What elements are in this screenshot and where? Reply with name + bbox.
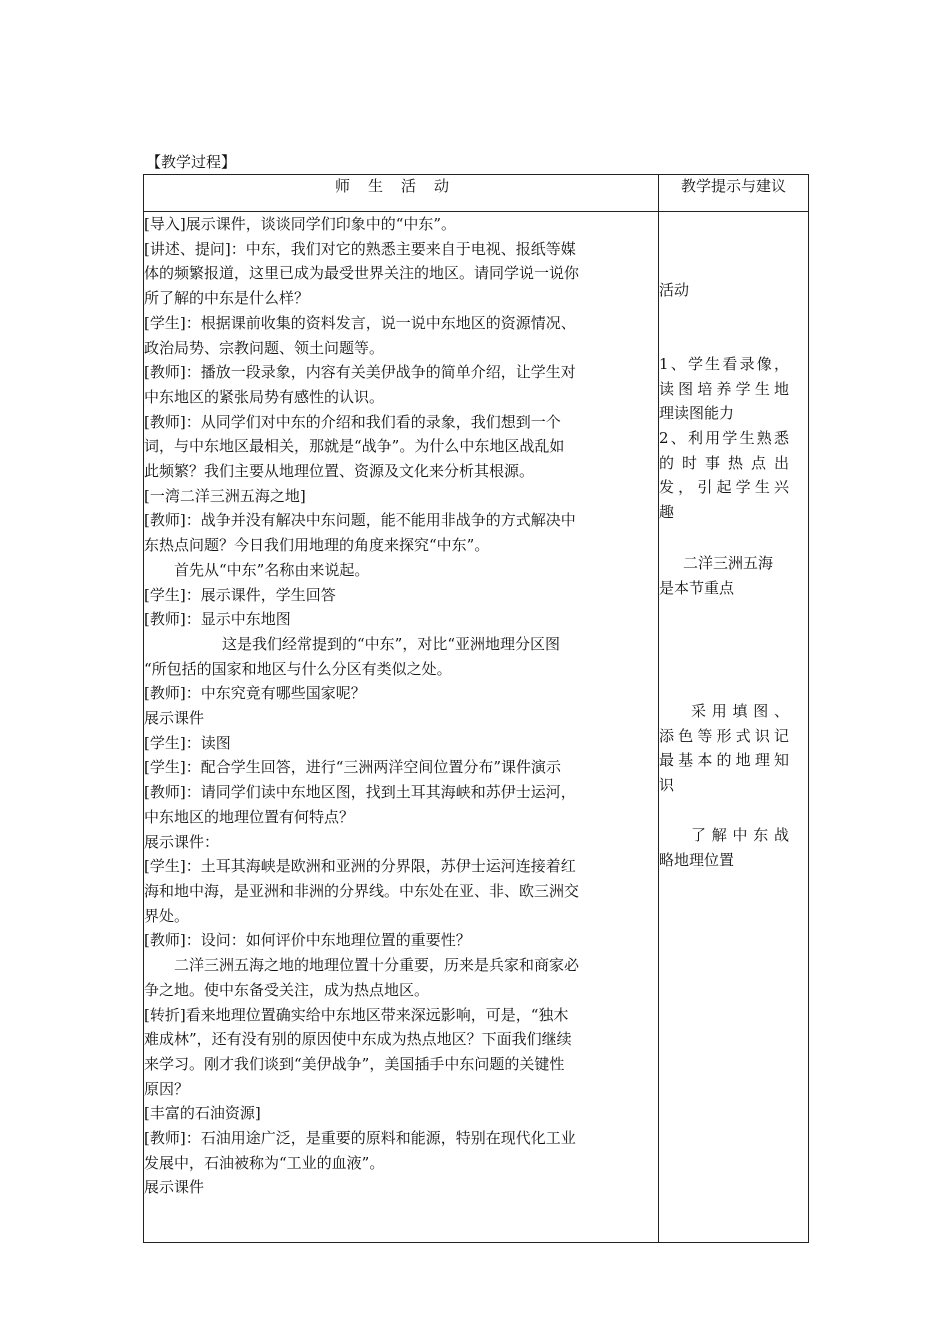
lesson-table [143,174,809,1243]
text-line: [教师]：播放一段录象，内容有关美伊战争的简单介绍，让学生对 [144,363,576,382]
side-note-video: 1、学生看录像， 读图培养学生地 理读图能力 [659,355,789,422]
text-line: [教师]：从同学们对中东的介绍和我们看的录象，我们想到一个 [144,412,561,431]
tips-cell [659,212,809,1243]
text-line: [一湾二洋三洲五海之地] [144,486,306,505]
activity-cell [144,212,659,1243]
text-line: 展示课件： [144,832,220,851]
text-line: 词，与中东地区最相关，那就是“战争”。为什么中东地区战乱如 [144,437,565,456]
text-line: 这是我们经常提到的“中东”，对比“亚洲地理分区图 [222,634,561,653]
table-body-row [144,212,809,1243]
text-line: 原因？ [144,1079,190,1098]
text-line: 政治局势、宗教问题、领土问题等。 [144,338,385,357]
table-header-row [144,175,809,212]
text-line: 海和地中海，是亚洲和非洲的分界线。中东处在亚、非、欧三洲交 [144,881,580,900]
section-title: 【教学过程】 [146,153,237,171]
text-line: [教师]：显示中东地图 [144,610,291,629]
side-note-activity: 活动 [659,281,690,299]
side-note-key-point: 二洋三洲五海 是本节重点 [659,554,774,597]
text-line: [学生]：配合学生回答，进行“三洲两洋空间位置分布”课件演示 [144,758,562,777]
text-line: [导入]展示课件，谈谈同学们印象中的“中东”。 [144,215,457,233]
text-line: 东热点问题？今日我们用地理的角度来探究“中东”。 [144,536,490,555]
text-line: 此频繁？我们主要从地理位置、资源及文化来分析其根源。 [144,462,535,481]
text-line: [教师]：石油用途广泛，是重要的原料和能源，特别在现代化工业 [144,1129,576,1148]
text-line: 展示课件 [144,1178,205,1197]
text-line: [丰富的石油资源] [144,1104,261,1123]
text-line: [教师]：中东究竟有哪些国家呢？ [144,684,366,703]
side-note-strategic-location: 了解中东战 略地理位置 [659,826,789,869]
text-line: 展示课件 [144,709,205,728]
header-teaching-tips: 教学提示与建议 [659,175,809,212]
text-line: 中东地区的地理位置有何特点？ [144,807,355,826]
text-line: [教师]：战争并没有解决中东问题，能不能用非战争的方式解决中 [144,511,576,530]
text-line: “所包括的国家和地区与什么分区有类似之处。 [144,659,452,678]
text-line: [讲述、提问]：中东，我们对它的熟悉主要来自于电视、报纸等媒 [144,239,576,258]
text-line: [教师]：设问：如何评价中东地理位置的重要性？ [144,931,471,950]
text-line: 争之地。使中东备受关注，成为热点地区。 [144,980,430,999]
text-line: [学生]：读图 [144,733,231,752]
text-line: 难成林”，还有没有别的原因使中东成为热点地区？下面我们继续 [144,1030,572,1049]
text-line: [学生]：土耳其海峡是欧洲和亚洲的分界限，苏伊士运河连接着红 [144,857,576,876]
side-note-current-affairs: 2、利用学生熟悉 的时事热点出 发，引起学生兴 趣 [659,429,789,521]
text-line: 中东地区的紧张局势有感性的认识。 [144,387,385,406]
text-line: 界处。 [144,906,190,925]
header-teacher-student-activity: 师生活动 [144,175,659,212]
text-line: 来学习。刚才我们谈到“美伊战争”，美国插手中东问题的关键性 [144,1054,565,1073]
text-line: [学生]：根据课前收集的资料发言，说一说中东地区的资源情况、 [144,313,576,332]
text-line: 所了解的中东是什么样？ [144,289,310,308]
side-note-map-filling: 采用填图、 添色等形式识记 最基本的地理知 识 [659,702,789,794]
text-line: [转折]看来地理位置确实给中东地区带来深远影响，可是，“独木 [144,1005,569,1024]
text-line: 二洋三洲五海之地的地理位置十分重要，历来是兵家和商家必 [174,956,580,975]
text-line: [教师]：请同学们读中东地区图，找到土耳其海峡和苏伊士运河， [144,783,576,802]
text-line: 首先从“中东”名称由来说起。 [174,560,370,579]
text-line: [学生]：展示课件，学生回答 [144,585,336,604]
text-line: 体的频繁报道，这里已成为最受世界关注的地区。请同学说一说你 [144,264,580,283]
text-line: 发展中，石油被称为“工业的血液”。 [144,1153,385,1172]
